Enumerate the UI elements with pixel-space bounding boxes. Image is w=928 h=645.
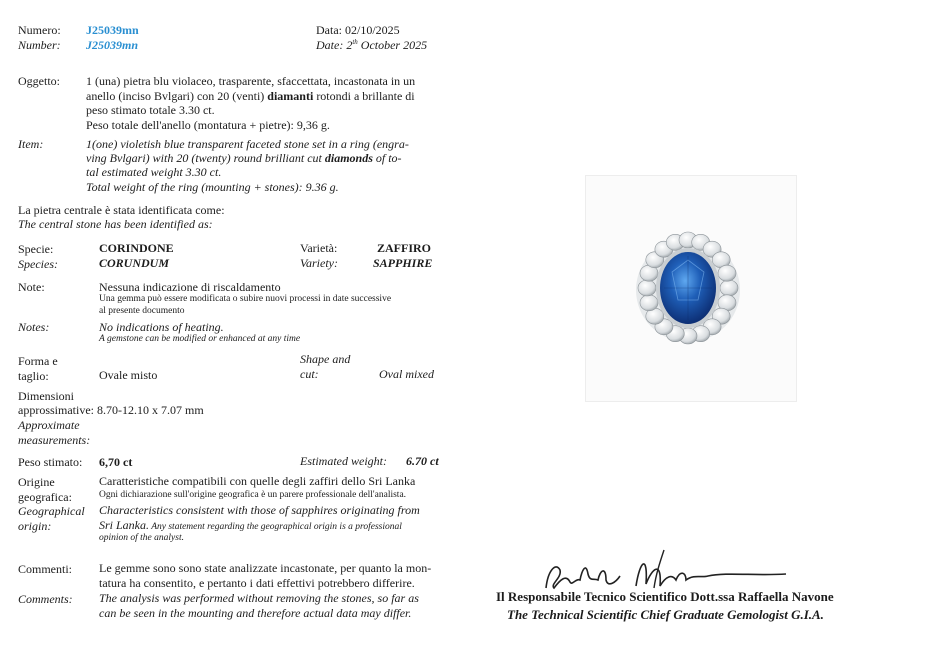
- comments-en: The analysis was performed without removing the stones, so far as can be seen in the mounting and therefore actual data may differ.: [99, 591, 419, 620]
- item-label: Item:: [18, 137, 44, 151]
- weight-value-it: 6,70 ct: [99, 455, 133, 469]
- origin-en-main1: Characteristics consistent with those of sapphires originating from: [99, 503, 420, 517]
- signature-line-en: The Technical Scientific Chief Graduate Gemologist G.I.A.: [507, 607, 824, 622]
- item-text: 1(one) violetish blue transparent faceted stone set in a ring (engra- ving Bvlgari) with 20 (twenty) round brilliant cut diamonds of to- tal estimated weight 3.30 ct. Total weight of the ring (mounting + stones): 9.36 g.: [86, 137, 409, 194]
- origin-label-en: Geographical origin:: [18, 504, 85, 533]
- shape-value-en: Oval mixed: [379, 367, 434, 381]
- weight-label-en: Estimated weight:: [300, 454, 387, 468]
- variety-value-en: SAPPHIRE: [373, 256, 433, 270]
- origin-en-main3: opinion of the analyst.: [99, 533, 184, 543]
- origin-en-main2: Sri Lanka. Any statement regarding the geographical origin is a professional: [99, 518, 402, 532]
- comments-it: Le gemme sono sono state analizzate incastonate, per quanto la mon- tatura ha consentito, e pertanto i dati effettivi potrebbero differire.: [99, 561, 432, 590]
- dimensions-label-en-1: Approximate: [18, 418, 80, 432]
- diamond: [718, 265, 736, 281]
- date-line: Date: 2th October 2025: [316, 38, 428, 52]
- data-label: Data: 02/10/2025: [316, 23, 400, 37]
- numero-value: J25039mn: [86, 23, 139, 37]
- shape-label-en: Shape and cut:: [300, 352, 351, 381]
- oggetto-label: Oggetto:: [18, 74, 60, 88]
- identified-it: La pietra centrale è stata identificata come:: [18, 203, 225, 217]
- dimensions-label-en-2: measurements:: [18, 433, 91, 447]
- species-value-en: CORUNDUM: [99, 256, 170, 270]
- number-value: J25039mn: [86, 38, 139, 52]
- weight-value-en: 6.70 ct: [406, 454, 439, 468]
- notes-en-sub: A gemstone can be modified or enhanced at any time: [99, 334, 301, 344]
- dimensions-label-it-1: Dimensioni: [18, 389, 74, 403]
- comments-label-en: Comments:: [18, 592, 73, 606]
- origin-label-it: Origine geografica:: [18, 475, 72, 504]
- notes-it-sub2: al presente documento: [99, 306, 185, 316]
- variety-value-it: ZAFFIRO: [377, 241, 431, 255]
- ring-photo: [585, 175, 797, 402]
- shape-label-it: Forma e taglio:: [18, 354, 58, 383]
- diamond: [720, 280, 738, 296]
- data-value: 02/10/2025: [345, 23, 400, 37]
- species-label-it: Specie:: [18, 242, 54, 256]
- species-value-it: CORINDONE: [99, 241, 174, 255]
- number-label: Number:: [18, 38, 61, 52]
- diamond: [640, 295, 658, 311]
- signature-line-it: Il Responsabile Tecnico Scientifico Dott.ssa Raffaella Navone: [496, 589, 834, 604]
- weight-label-it: Peso stimato:: [18, 455, 83, 469]
- origin-it-main: Caratteristiche compatibili con quelle degli zaffiri dello Sri Lanka: [99, 474, 416, 488]
- identified-en: The central stone has been identified as:: [18, 217, 213, 231]
- notes-it-main: Nessuna indicazione di riscaldamento: [99, 280, 281, 294]
- notes-it-sub1: Una gemma può essere modificata o subire nuovi processi in date successive: [99, 294, 392, 304]
- numero-label: Numero:: [18, 23, 61, 37]
- notes-label-en: Notes:: [18, 320, 50, 334]
- variety-label-it: Varietà:: [300, 241, 338, 255]
- comments-label-it: Commenti:: [18, 562, 72, 576]
- oggetto-text: 1 (una) pietra blu violaceo, trasparente, sfaccettata, incastonata in un anello (inciso Bvlgari) con 20 (venti) diamanti rotondi a brillante di peso stimato totale 3.30 ct. Peso totale dell'anello (montatura + pietre): 9,36 g.: [86, 74, 416, 132]
- species-label-en: Species:: [18, 257, 58, 271]
- shape-value-it: Ovale misto: [99, 368, 158, 382]
- dimensions-label-it-2: approssimative: 8.70-12.10 x 7.07 mm: [18, 403, 204, 417]
- ring-image: [586, 176, 796, 401]
- variety-label-en: Variety:: [300, 256, 338, 270]
- notes-en-main: No indications of heating.: [99, 320, 224, 334]
- notes-label-it: Note:: [18, 280, 45, 294]
- dimensions-value: 8.70-12.10 x 7.07 mm: [96, 403, 204, 417]
- origin-it-sub: Ogni dichiarazione sull'origine geografica è un parere professionale dell'analista.: [99, 490, 407, 500]
- diamond: [638, 280, 656, 296]
